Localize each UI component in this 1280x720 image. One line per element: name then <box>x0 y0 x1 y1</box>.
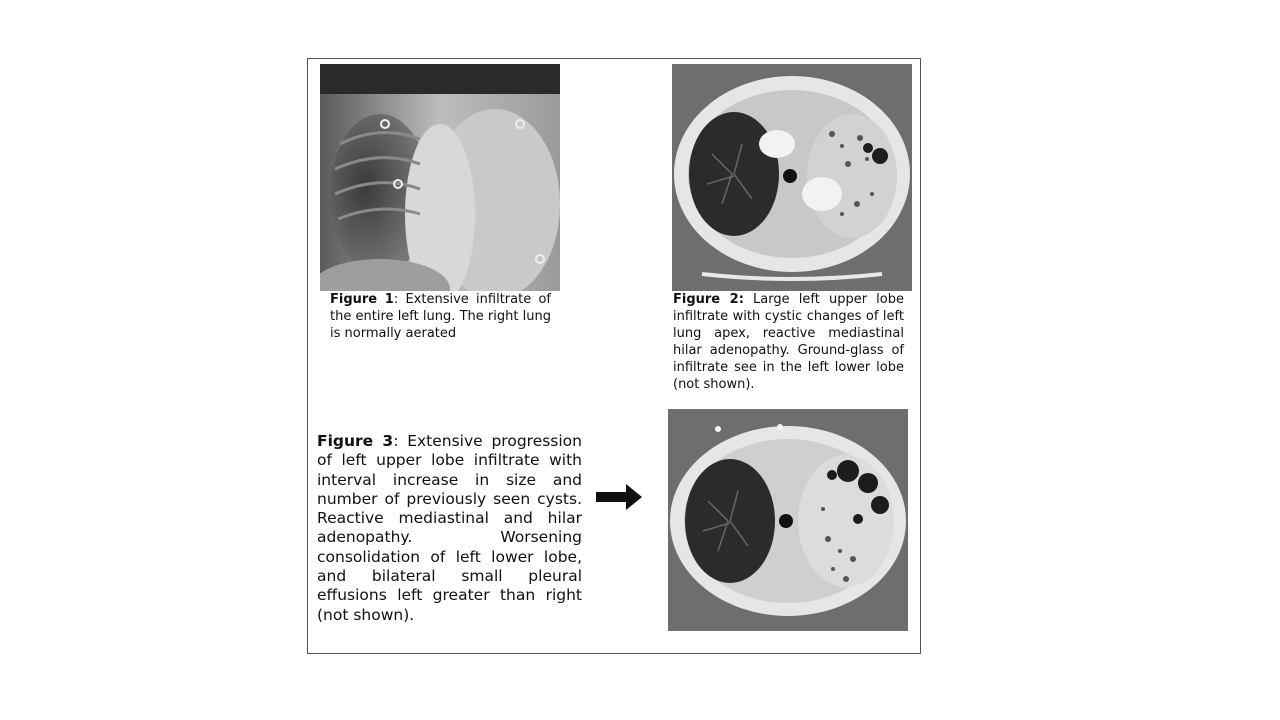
figure-2-caption <box>673 291 904 393</box>
ct-scan-image-2 <box>668 409 908 631</box>
figure-1-label: Figure 1 <box>330 292 394 307</box>
figure-2-label: Figure 2: <box>673 292 744 307</box>
figure-1-caption <box>330 291 551 342</box>
ct-scan-image-1 <box>672 64 912 291</box>
figure-3-text: : Extensive progression of left upper lobe infiltrate with interval increase in size and number of previously seen cysts. Reactive mediastinal and hilar adenopathy. Worsening consolidation of left lower lobe, and bilateral small pleural effusions left greater than right (not shown). <box>317 432 582 624</box>
figure-3-caption <box>317 432 582 625</box>
figure-1-text: : Extensive infiltrate of the entire left lung. The right lung is normally aerated <box>330 292 551 341</box>
figure-2-text: Large left upper lobe infiltrate with cystic changes of left lung apex, reactive mediastinal hilar adenopathy. Ground-glass of infiltrate see in the left lower lobe (not shown). <box>673 292 904 392</box>
right-arrow-icon <box>596 484 642 510</box>
chest-xray-image <box>320 64 560 291</box>
figure-3-label: Figure 3 <box>317 432 394 450</box>
